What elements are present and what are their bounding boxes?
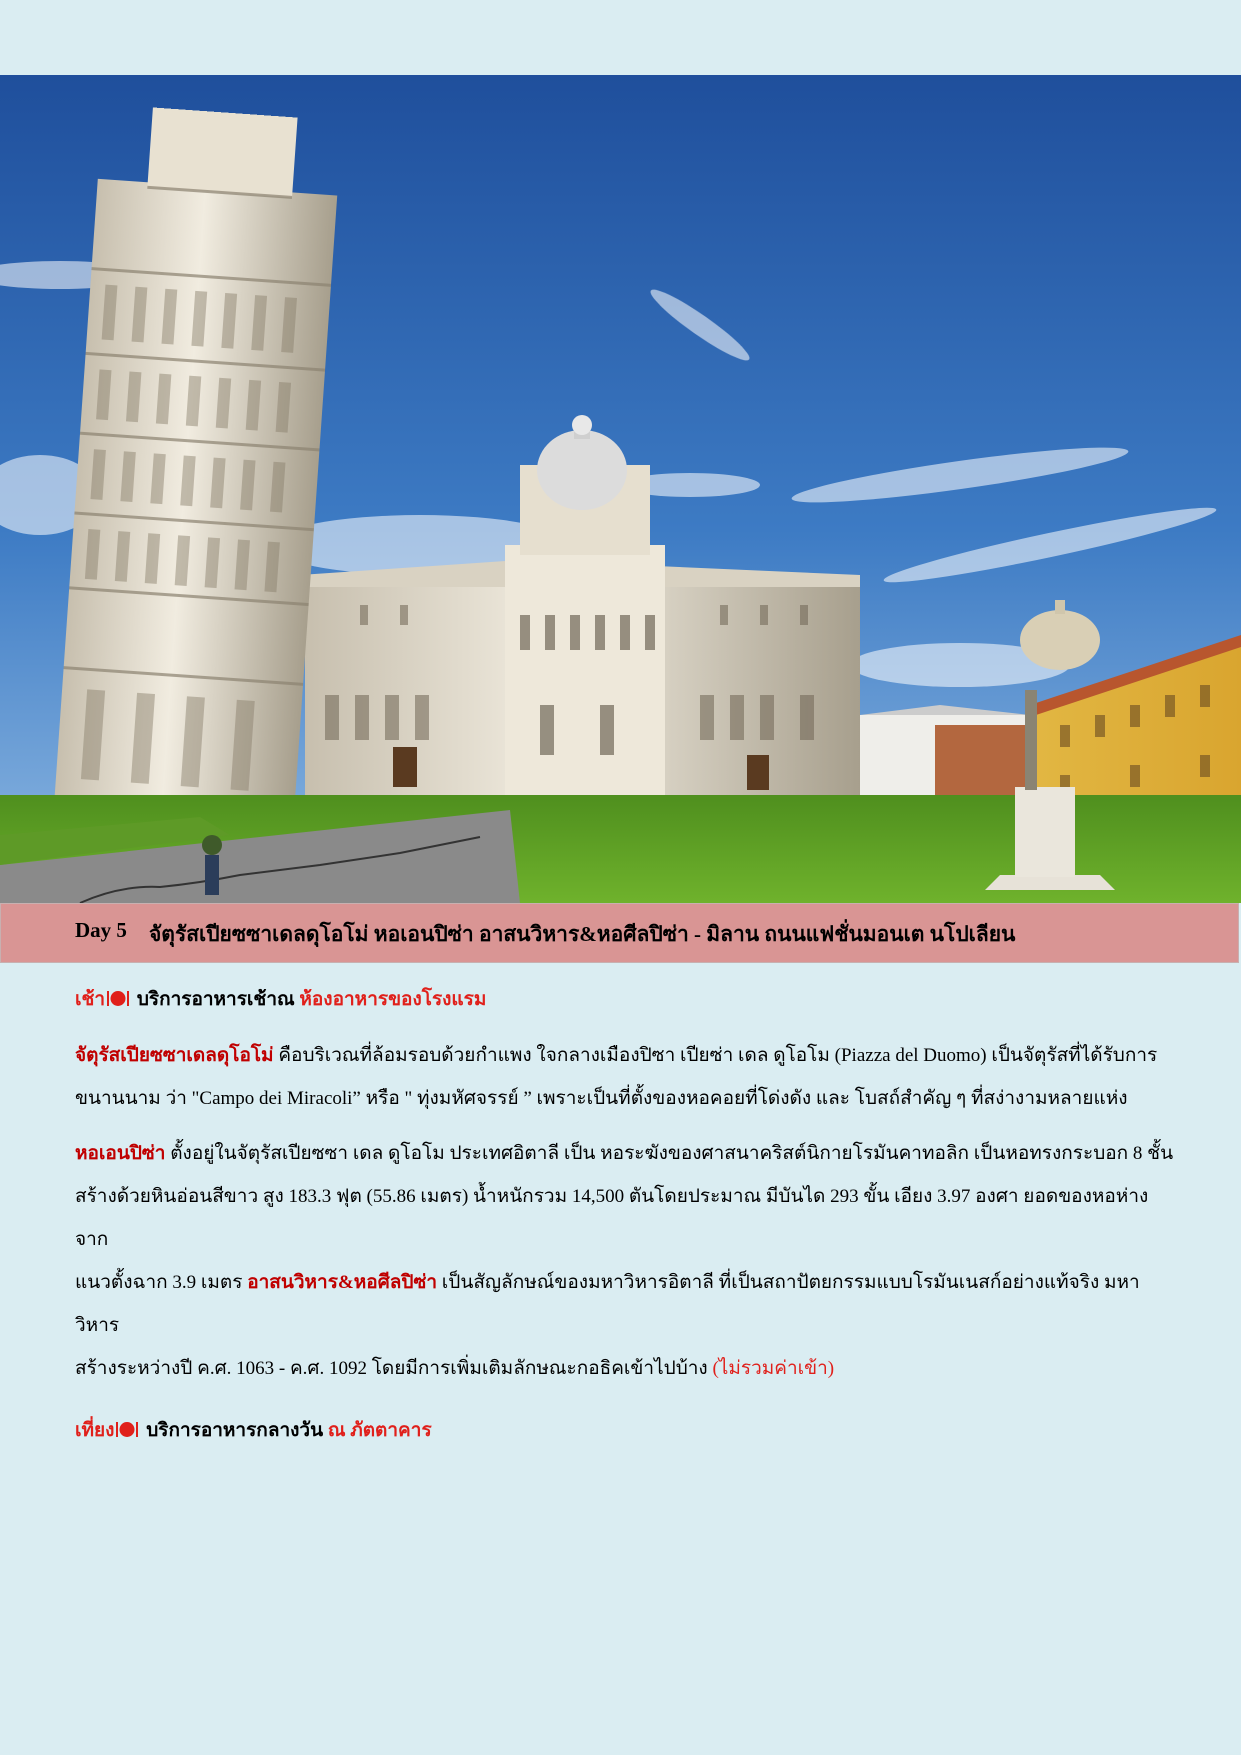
tower-line-2: สร้างด้วยหินอ่อนสีขาว สูง 183.3 ฟุต (55.86 เมตร) น้ำหนักรวม 14,500 ตันโดยประมาณ มีบันได 293 ขั้น เอียง 3.97 องศา ยอดของหอห่างจาก (75, 1186, 1149, 1250)
tower-paragraph (75, 1132, 1175, 1390)
entry-fee-note: (ไม่รวมค่าเข้า) (712, 1358, 835, 1379)
tower-name: หอเอนปิซ่า (75, 1143, 166, 1164)
hero-photo-pisa (0, 75, 1241, 903)
piazza-name: จัตุรัสเปียซซาเดลดุโอโม่ (75, 1045, 274, 1066)
lunch-time: เที่ยง (75, 1420, 115, 1441)
tower-line-3-post: เป็นสัญลักษณ์ของมหาวิหารอิตาลี ที่เป็นสถาปัตยกรรมแบบโรมันเนสก์อย่างแท้จริง มหาวิหาร (75, 1272, 1140, 1336)
meal-plate-icon (106, 990, 130, 1007)
piazza-paragraph (75, 1034, 1175, 1120)
breakfast-place: ห้องอาหารของโรงแรม (299, 989, 487, 1010)
day-number: Day 5 (75, 918, 127, 942)
piazza-line-1: คือบริเวณที่ล้อมรอบด้วยกำแพง ใจกลางเมืองปิซา เปียซ่า เดล ดูโอโม (Piazza del Duomo) เป็นจัตุรัสที่ได้รับการ (273, 1045, 1158, 1066)
tower-line-4: สร้างระหว่างปี ค.ศ. 1063 - ค.ศ. 1092 โดยมีการเพิ่มเติมลักษณะกอธิคเข้าไปบ้าง (75, 1358, 713, 1379)
leaning-tower-pisa-photo (0, 75, 1241, 903)
tower-line-1: ตั้งอยู่ในจัตุรัสเปียซซา เดล ดูโอโม ประเทศอิตาลี เป็น หอระฆังของศาสนาคริสต์นิกายโรมันคาทอลิก เป็นหอทรงกระบอก 8 ชั้น (165, 1143, 1174, 1164)
meal-plate-icon (115, 1421, 139, 1438)
piazza-line-2: ขนานนาม ว่า "Campo dei Miracoli” หรือ " ทุ่งมหัศจรรย์ ” เพราะเป็นที่ตั้งของหอคอยที่โด่งดัง และ โบสถ์สำคัญ ๆ ที่สง่างามหลายแห่ง (75, 1088, 1128, 1109)
breakfast-text: บริการอาหารเช้าณ (132, 989, 300, 1010)
day-header-band (0, 903, 1239, 963)
breakfast-time: เช้า (75, 989, 106, 1010)
tower-line-3-pre: แนวตั้งฉาก 3.9 เมตร (75, 1272, 248, 1293)
lunch-place: ณ ภัตตาคาร (327, 1420, 432, 1441)
itinerary-content (75, 980, 1175, 1451)
cathedral-name: อาสนวิหาร&หอศีลปิซ่า (247, 1272, 438, 1293)
breakfast-line (75, 980, 1175, 1020)
day-title: จัตุรัสเปียซซาเดลดุโอโม่ หอเอนปิซ่า อาสนวิหาร&หอศีลปิซ่า - มิลาน ถนนแฟชั่นมอนเต นโปเลียน (149, 922, 1016, 946)
lunch-text: บริการอาหารกลางวัน (141, 1420, 328, 1441)
lunch-line (75, 1411, 1175, 1451)
